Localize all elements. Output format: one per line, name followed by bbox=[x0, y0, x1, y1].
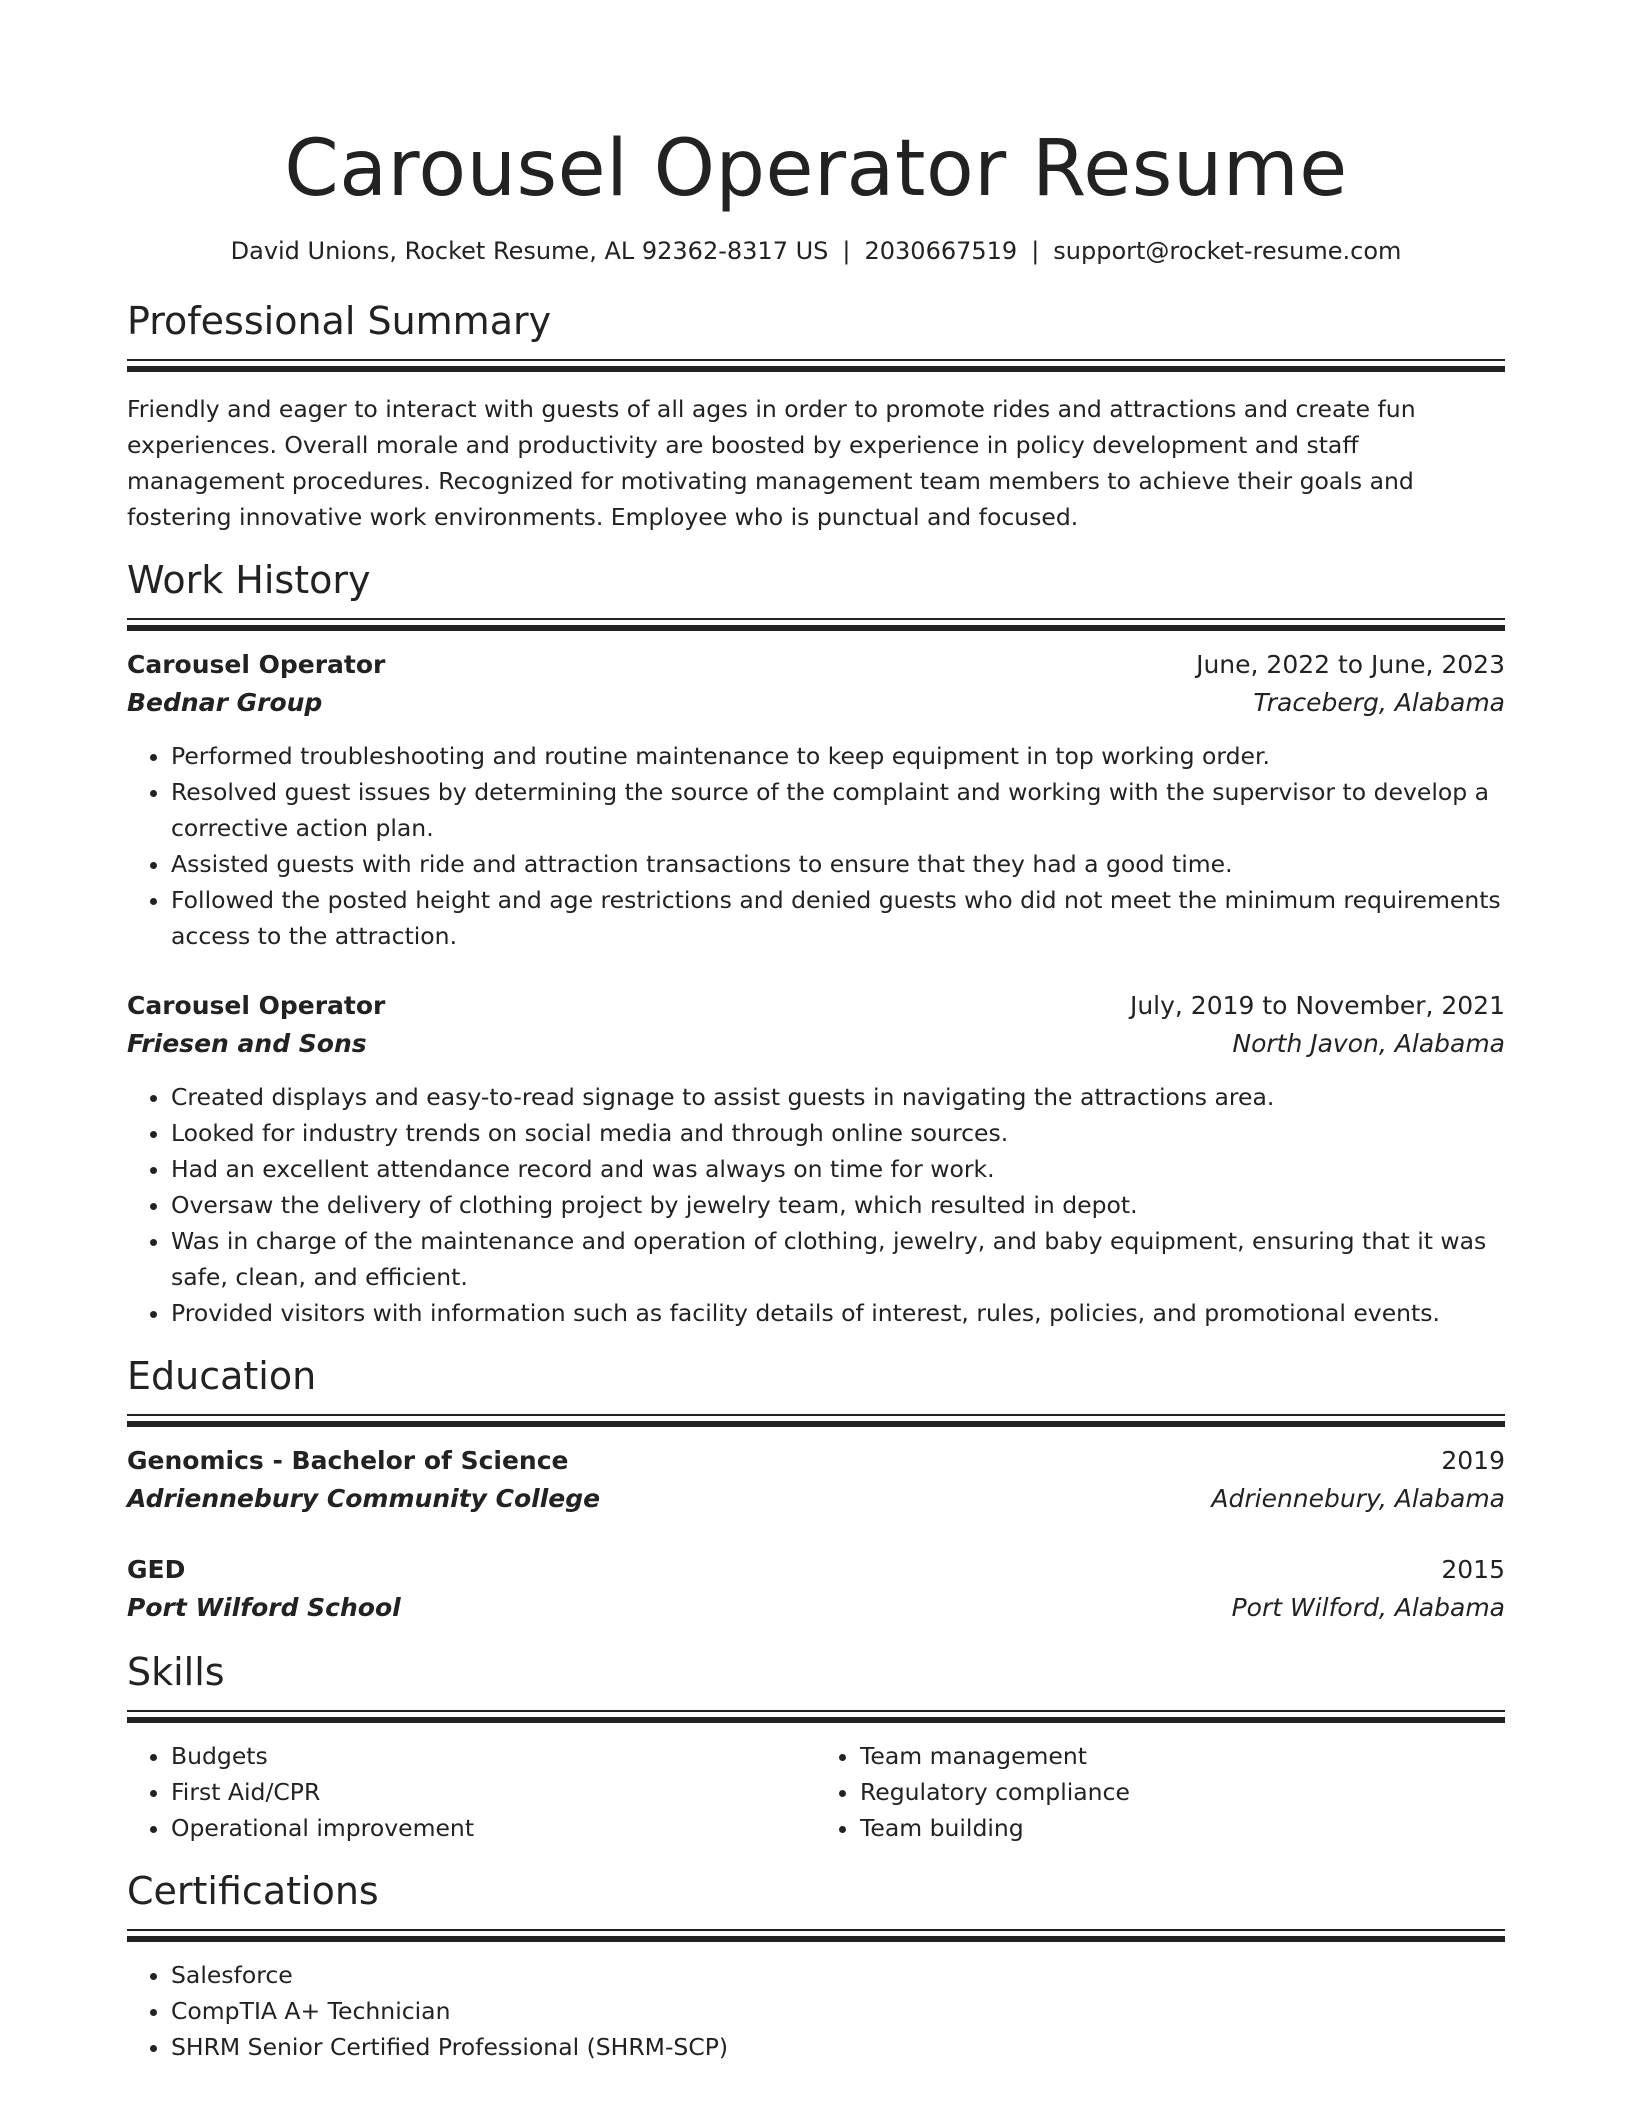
certification-item: • Salesforce bbox=[171, 1957, 1505, 1993]
job-dates: July, 2019 to November, 2021 bbox=[1129, 991, 1505, 1020]
job-bullet: • Assisted guests with ride and attraction transactions to ensure that they had a good time. bbox=[171, 846, 1505, 882]
job-location: Traceberg, Alabama bbox=[1253, 688, 1505, 717]
job-bullets bbox=[127, 1079, 1505, 1331]
job-company: Friesen and Sons bbox=[127, 1029, 367, 1058]
section-heading-summary: Professional Summary bbox=[127, 299, 552, 343]
job-subheader bbox=[127, 1025, 1505, 1063]
skill-item: • First Aid/CPR bbox=[171, 1774, 816, 1810]
job-bullet: • Resolved guest issues by determining the source of the complaint and working with the supervisor to develop a corrective action plan. bbox=[171, 774, 1505, 846]
contact-email: support@rocket-resume.com bbox=[1053, 237, 1402, 265]
section-heading-work: Work History bbox=[127, 558, 371, 602]
work-section bbox=[127, 555, 1505, 1331]
job-dates: June, 2022 to June, 2023 bbox=[1196, 650, 1505, 679]
job-entry bbox=[127, 646, 1505, 954]
job-subheader bbox=[127, 684, 1505, 722]
skills-list-left bbox=[127, 1738, 816, 1846]
section-divider bbox=[127, 1414, 1505, 1423]
job-bullet: • Oversaw the delivery of clothing project by jewelry team, which resulted in depot. bbox=[171, 1187, 1505, 1223]
section-heading-skills: Skills bbox=[127, 1650, 225, 1694]
certifications-list bbox=[127, 1957, 1505, 2065]
education-section bbox=[127, 1351, 1505, 1627]
contact-line bbox=[127, 236, 1505, 266]
education-degree: GED bbox=[127, 1555, 186, 1584]
summary-section bbox=[127, 296, 1505, 535]
section-heading-education: Education bbox=[127, 1354, 317, 1398]
skills-grid bbox=[127, 1738, 1505, 1846]
job-bullet: • Created displays and easy-to-read signage to assist guests in navigating the attractions area. bbox=[171, 1079, 1505, 1115]
education-subheader bbox=[127, 1480, 1505, 1518]
education-school: Port Wilford School bbox=[127, 1593, 401, 1622]
job-bullet: • Performed troubleshooting and routine maintenance to keep equipment in top working order. bbox=[171, 738, 1505, 774]
job-title: Carousel Operator bbox=[127, 650, 386, 679]
education-year: 2019 bbox=[1441, 1446, 1505, 1475]
section-heading-certifications: Certifications bbox=[127, 1869, 379, 1913]
job-company: Bednar Group bbox=[127, 688, 323, 717]
education-degree: Genomics - Bachelor of Science bbox=[127, 1446, 569, 1475]
skill-item: • Budgets bbox=[171, 1738, 816, 1774]
education-location: Port Wilford, Alabama bbox=[1231, 1593, 1505, 1622]
certifications-section bbox=[127, 1866, 1505, 2065]
education-school: Adriennebury Community College bbox=[127, 1484, 601, 1513]
education-location: Adriennebury, Alabama bbox=[1211, 1484, 1505, 1513]
education-subheader bbox=[127, 1589, 1505, 1627]
section-divider bbox=[127, 1929, 1505, 1938]
education-header bbox=[127, 1442, 1505, 1480]
skills-list-right bbox=[816, 1738, 1505, 1846]
skill-item: • Team building bbox=[860, 1810, 1505, 1846]
job-bullet: • Was in charge of the maintenance and operation of clothing, jewelry, and baby equipment, ensuring that it was safe, clean, and efficient. bbox=[171, 1223, 1505, 1295]
education-entry bbox=[127, 1442, 1505, 1518]
job-bullets bbox=[127, 738, 1505, 954]
section-divider bbox=[127, 618, 1505, 627]
education-entry bbox=[127, 1551, 1505, 1627]
skill-item: • Regulatory compliance bbox=[860, 1774, 1505, 1810]
section-divider bbox=[127, 359, 1505, 368]
contact-address: David Unions, Rocket Resume, AL 92362-8317 US bbox=[230, 237, 829, 265]
job-header bbox=[127, 987, 1505, 1025]
section-divider bbox=[127, 1710, 1505, 1719]
summary-text: Friendly and eager to interact with guests of all ages in order to promote rides and attractions and create fun experiences. Overall morale and productivity are boosted by experience in policy development and staff management procedures. Recognized for motivating management team members to achieve their goals and fostering innovative work environments. Employee who is punctual and focused. bbox=[127, 395, 1416, 531]
certification-item: • CompTIA A+ Technician bbox=[171, 1993, 1505, 2029]
education-year: 2015 bbox=[1441, 1555, 1505, 1584]
job-location: North Javon, Alabama bbox=[1232, 1029, 1505, 1058]
job-bullet: • Had an excellent attendance record and was always on time for work. bbox=[171, 1151, 1505, 1187]
contact-separator: | bbox=[842, 237, 851, 265]
resume-title: Carousel Operator Resume bbox=[284, 124, 1348, 214]
job-bullet: • Looked for industry trends on social media and through online sources. bbox=[171, 1115, 1505, 1151]
certification-item: • SHRM Senior Certified Professional (SHRM-SCP) bbox=[171, 2029, 1505, 2065]
skill-item: • Team management bbox=[860, 1738, 1505, 1774]
skill-item: • Operational improvement bbox=[171, 1810, 816, 1846]
job-bullet: • Followed the posted height and age restrictions and denied guests who did not meet the minimum requirements access to the attraction. bbox=[171, 882, 1505, 954]
job-title: Carousel Operator bbox=[127, 991, 386, 1020]
skills-section bbox=[127, 1647, 1505, 1846]
job-bullet: • Provided visitors with information such as facility details of interest, rules, policies, and promotional events. bbox=[171, 1295, 1505, 1331]
job-entry bbox=[127, 987, 1505, 1331]
education-header bbox=[127, 1551, 1505, 1589]
contact-phone: 2030667519 bbox=[864, 237, 1018, 265]
contact-separator: | bbox=[1031, 237, 1040, 265]
job-header bbox=[127, 646, 1505, 684]
